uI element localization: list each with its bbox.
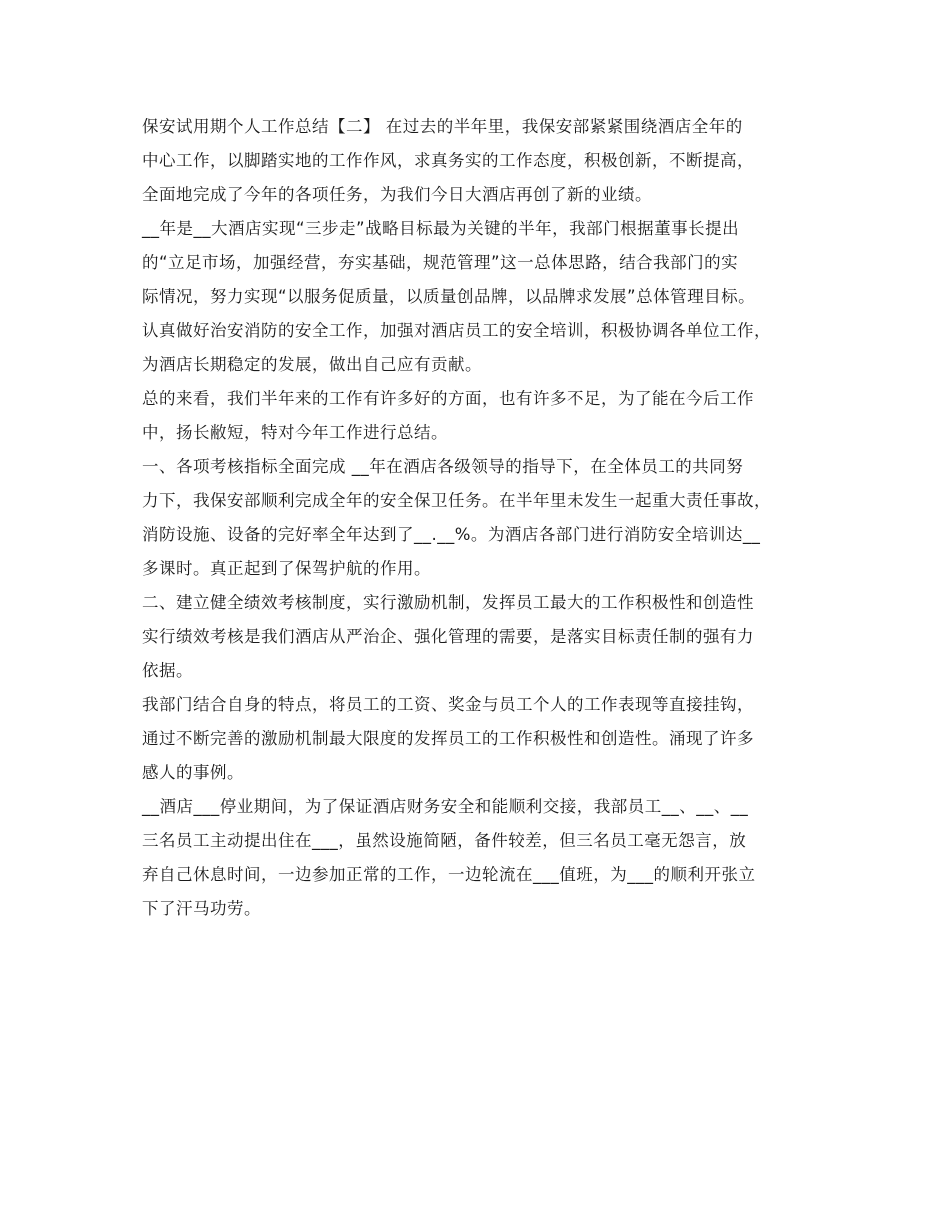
- text-line: 通过不断完善的激励机制最大限度的发挥员工的工作积极性和创造性。涌现了许多: [142, 729, 754, 748]
- document-body: [142, 110, 822, 926]
- text-line: 全面地完成了今年的各项任务，为我们今日大酒店再创了新的业绩。: [142, 185, 652, 204]
- text-line: 中，扬长敝短，特对今年工作进行总结。: [142, 423, 448, 442]
- text-line: __酒店___停业期间，为了保证酒店财务安全和能顺利交接，我部员工__、__、__: [142, 797, 749, 816]
- text-line: 二、建立健全绩效考核制度，实行激励机制，发挥员工最大的工作积极性和创造性: [142, 593, 754, 612]
- text-line: 的“立足市场，加强经营，夯实基础，规范管理”这一总体思路，结合我部门的实: [142, 253, 739, 272]
- text-line: 总的来看，我们半年来的工作有许多好的方面，也有许多不足，为了能在今后工作: [142, 389, 754, 408]
- text-line: 为酒店长期稳定的发展，做出自己应有贡献。: [142, 355, 482, 374]
- text-line: 消防设施、设备的完好率全年达到了__.__%。为酒店各部门进行消防安全培训达__: [142, 525, 761, 544]
- text-line: 际情况，努力实现“以服务促质量，以质量创品牌，以品牌求发展”总体管理目标。: [142, 287, 756, 306]
- text-line: 多课时。真正起到了保驾护航的作用。: [142, 559, 431, 578]
- text-line: 下了汗马功劳。: [142, 899, 261, 918]
- text-line: 保安试用期个人工作总结【二】 在过去的半年里，我保安部紧紧围绕酒店全年的: [142, 117, 743, 136]
- text-line: 一、各项考核指标全面完成 __年在酒店各级领导的指导下，在全体员工的共同努: [142, 457, 744, 476]
- text-line: 中心工作，以脚踏实地的工作作风，求真务实的工作态度，积极创新，不断提高，: [142, 151, 754, 170]
- text-line: 弃自己休息时间，一边参加正常的工作，一边轮流在___值班，为___的顺利开张立: [142, 865, 756, 884]
- text-line: __年是__大酒店实现“三步走”战略目标最为关键的半年，我部门根据董事长提出: [142, 219, 740, 238]
- text-line: 依据。: [142, 661, 193, 680]
- text-line: 实行绩效考核是我们酒店从严治企、强化管理的需要，是落实目标责任制的强有力: [142, 627, 754, 646]
- text-line: 感人的事例。: [142, 763, 244, 782]
- text-line: 三名员工主动提出住在___，虽然设施简陋，备件较差，但三名员工毫无怨言，放: [142, 831, 747, 850]
- text-line: 力下，我保安部顺利完成全年的安全保卫任务。在半年里未发生一起重大责任事故，: [142, 491, 771, 510]
- text-line: 我部门结合自身的特点，将员工的工资、奖金与员工个人的工作表现等直接挂钩，: [142, 695, 754, 714]
- text-line: 认真做好治安消防的安全工作，加强对酒店员工的安全培训，积极协调各单位工作，: [142, 321, 771, 340]
